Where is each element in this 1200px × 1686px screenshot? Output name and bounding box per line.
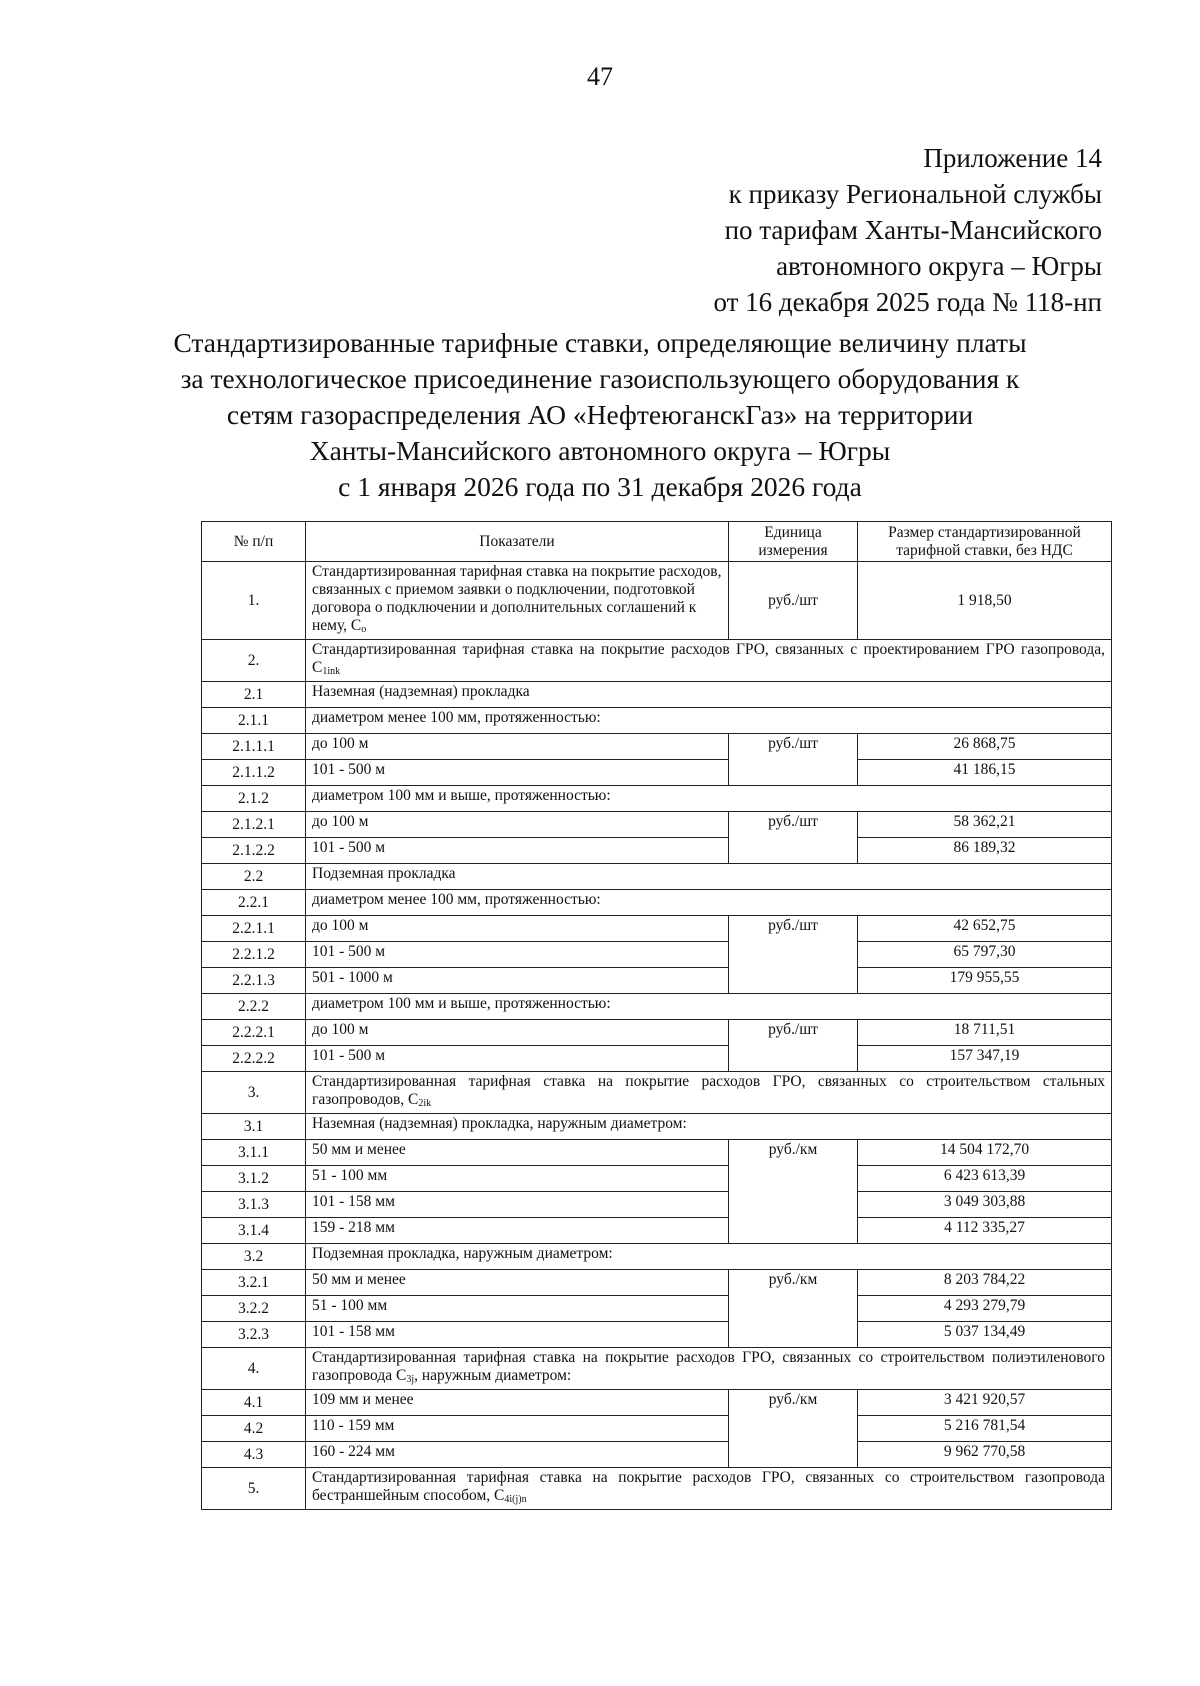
row-indicator [306,640,1112,682]
row-num: 2.2.1 [202,890,306,916]
row-indicator: диаметром менее 100 мм, протяженностью: [306,890,1112,916]
row-num: 2.1.2.1 [202,812,306,838]
table-row [202,1046,1112,1072]
row-indicator: 50 мм и менее [306,1140,729,1166]
table-row [202,1218,1112,1244]
formula-subscript: 2ik [418,1098,432,1109]
row-indicator: 101 - 500 м [306,838,729,864]
table-row [202,562,1112,640]
formula-subscript: o [361,624,367,635]
row-indicator: до 100 м [306,1020,729,1046]
row-num: 2. [202,640,306,682]
row-indicator: 101 - 500 м [306,760,729,786]
row-text: Стандартизированная тарифная ставка на покрытие расходов ГРО, связанных с проектированием ГРО газопровода, C [312,641,1105,676]
row-indicator [306,1348,1112,1390]
row-text: Стандартизированная тарифная ставка на покрытие расходов ГРО, связанных со строительством газопровода бестраншейным способом, C [312,1469,1105,1504]
row-value: 8 203 784,22 [858,1270,1112,1296]
row-value: 65 797,30 [858,942,1112,968]
row-num: 3.1.3 [202,1192,306,1218]
table-row [202,864,1112,890]
row-unit: руб./шт [729,734,858,786]
row-indicator: 101 - 500 м [306,942,729,968]
appendix-line: от 16 декабря 2025 года № 118-нп [713,287,1102,317]
row-indicator: 501 - 1000 м [306,968,729,994]
table-row [202,734,1112,760]
row-value: 1 918,50 [858,562,1112,640]
row-unit: руб./км [729,1390,858,1468]
row-num: 3.2.2 [202,1296,306,1322]
row-num: 4. [202,1348,306,1390]
row-num: 2.1.2 [202,786,306,812]
row-indicator: Подземная прокладка, наружным диаметром: [306,1244,1112,1270]
row-unit: руб./км [729,1140,858,1244]
table-row [202,1468,1112,1510]
row-unit: руб./км [729,1270,858,1348]
table-row [202,1166,1112,1192]
table-row [202,890,1112,916]
row-indicator: 101 - 158 мм [306,1192,729,1218]
row-value: 9 962 770,58 [858,1442,1112,1468]
row-indicator: 101 - 158 мм [306,1322,729,1348]
row-value: 179 955,55 [858,968,1112,994]
row-num: 5. [202,1468,306,1510]
row-value: 157 347,19 [858,1046,1112,1072]
row-num: 3.1.1 [202,1140,306,1166]
table-header-row [202,522,1112,562]
row-num: 3.2.1 [202,1270,306,1296]
formula-subscript: 3j [406,1374,415,1385]
title-line: сетям газораспределения АО «НефтеюганскГаз» на территории [226,399,974,430]
row-num: 1. [202,562,306,640]
row-unit: руб./шт [729,1020,858,1072]
table-row [202,1322,1112,1348]
row-unit: руб./шт [729,812,858,864]
row-indicator: диаметром 100 мм и выше, протяженностью: [306,786,1112,812]
row-value: 4 293 279,79 [858,1296,1112,1322]
row-value: 58 362,21 [858,812,1112,838]
row-indicator: 51 - 100 мм [306,1166,729,1192]
table-row [202,812,1112,838]
row-num: 4.3 [202,1442,306,1468]
formula-subscript: 1ink [322,666,341,677]
row-text: Стандартизированная тарифная ставка на покрытие расходов ГРО, связанных со строительством стальных газопроводов, C [312,1073,1105,1108]
row-num: 2.2.2 [202,994,306,1020]
row-indicator: 109 мм и менее [306,1390,729,1416]
row-indicator: Наземная (надземная) прокладка [306,682,1112,708]
tariff-table [201,521,1112,1510]
row-unit: руб./шт [729,562,858,640]
row-indicator: 160 - 224 мм [306,1442,729,1468]
page-number: 47 [587,62,613,91]
table-row [202,1114,1112,1140]
table-row [202,786,1112,812]
table-row [202,916,1112,942]
row-indicator: до 100 м [306,734,729,760]
row-indicator: до 100 м [306,916,729,942]
table-row [202,968,1112,994]
row-indicator: Наземная (надземная) прокладка, наружным диаметром: [306,1114,1112,1140]
row-value: 42 652,75 [858,916,1112,942]
row-value: 6 423 613,39 [858,1166,1112,1192]
row-num: 2.2.1.3 [202,968,306,994]
row-value: 3 421 920,57 [858,1390,1112,1416]
row-num: 2.1.1.1 [202,734,306,760]
row-value: 18 711,51 [858,1020,1112,1046]
table-row [202,942,1112,968]
row-num: 2.2.1.2 [202,942,306,968]
row-num: 2.2.2.1 [202,1020,306,1046]
row-value: 14 504 172,70 [858,1140,1112,1166]
table-row [202,1072,1112,1114]
header-indicator: Показатели [306,522,729,562]
table-row [202,1020,1112,1046]
header-num: № п/п [202,522,306,562]
row-num: 3. [202,1072,306,1114]
row-text: Стандартизированная тарифная ставка на покрытие расходов ГРО, связанных со строительством полиэтиленового газопровода C [312,1349,1105,1384]
row-num: 2.1 [202,682,306,708]
table-row [202,1192,1112,1218]
row-value: 4 112 335,27 [858,1218,1112,1244]
row-indicator [306,1468,1112,1510]
row-num: 2.1.1 [202,708,306,734]
row-num: 2.2.1.1 [202,916,306,942]
table-row [202,1270,1112,1296]
row-text: Стандартизированная тарифная ставка на покрытие расходов, связанных с приемом заявки о подключении, подготовкой договора о подключении и дополнительных соглашений к нему, C [312,563,722,634]
appendix-line: Приложение 14 [923,143,1102,173]
title-line: за технологическое присоединение газоиспользующего оборудования к [180,363,1020,394]
table-row [202,1296,1112,1322]
row-indicator: Подземная прокладка [306,864,1112,890]
row-value: 3 049 303,88 [858,1192,1112,1218]
row-value: 41 186,15 [858,760,1112,786]
row-value: 26 868,75 [858,734,1112,760]
table-row [202,838,1112,864]
row-value: 86 189,32 [858,838,1112,864]
header-unit: Единица измерения [729,522,858,562]
row-num: 3.1 [202,1114,306,1140]
row-num: 3.2.3 [202,1322,306,1348]
row-indicator: 50 мм и менее [306,1270,729,1296]
row-num: 2.2.2.2 [202,1046,306,1072]
row-num: 2.1.1.2 [202,760,306,786]
row-value: 5 037 134,49 [858,1322,1112,1348]
table-row [202,682,1112,708]
row-num: 4.2 [202,1416,306,1442]
table-row [202,1348,1112,1390]
row-unit: руб./шт [729,916,858,994]
table-row [202,640,1112,682]
title-line: с 1 января 2026 года по 31 декабря 2026 года [338,471,862,502]
row-num: 3.2 [202,1244,306,1270]
row-num: 3.1.2 [202,1166,306,1192]
row-num: 3.1.4 [202,1218,306,1244]
row-indicator: диаметром 100 мм и выше, протяженностью: [306,994,1112,1020]
row-indicator: до 100 м [306,812,729,838]
table-row [202,1244,1112,1270]
appendix-line: автономного округа – Югры [776,251,1102,281]
table-row [202,708,1112,734]
row-indicator: 110 - 159 мм [306,1416,729,1442]
table-row [202,1416,1112,1442]
table-row [202,1140,1112,1166]
row-indicator: 159 - 218 мм [306,1218,729,1244]
appendix-reference [713,140,1102,320]
title-line: Стандартизированные тарифные ставки, определяющие величину платы [173,327,1027,358]
row-indicator: диаметром менее 100 мм, протяженностью: [306,708,1112,734]
row-num: 4.1 [202,1390,306,1416]
table-row [202,760,1112,786]
appendix-line: по тарифам Ханты-Мансийского [724,215,1102,245]
row-num: 2.2 [202,864,306,890]
header-value: Размер стандартизированной тарифной ставки, без НДС [858,522,1112,562]
row-indicator: 51 - 100 мм [306,1296,729,1322]
appendix-line: к приказу Региональной службы [728,179,1102,209]
table-row [202,1442,1112,1468]
row-num: 2.1.2.2 [202,838,306,864]
table-row [202,1390,1112,1416]
formula-subscript: 4i(j)n [504,1494,527,1505]
title-line: Ханты-Мансийского автономного округа – Югры [309,435,891,466]
row-indicator [306,562,729,640]
row-text-suffix: , наружным диаметром: [414,1367,572,1384]
table-row [202,994,1112,1020]
row-indicator [306,1072,1112,1114]
row-value: 5 216 781,54 [858,1416,1112,1442]
document-title [150,325,1050,505]
row-indicator: 101 - 500 м [306,1046,729,1072]
